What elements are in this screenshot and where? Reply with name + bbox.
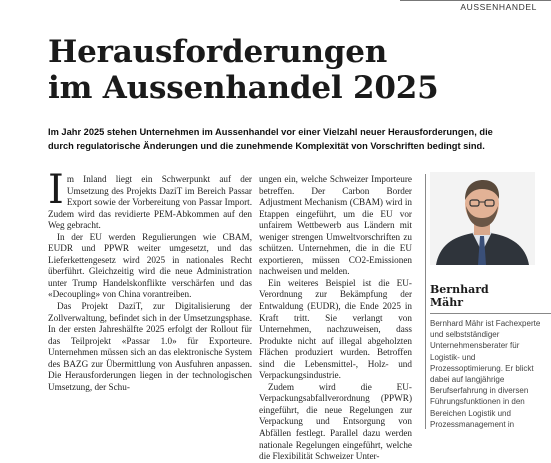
article-title xyxy=(48,34,528,106)
body-text: m Inland liegt ein Schwerpunkt auf der Umsetzung des Projekts DaziT im Bereich Passar Export sowie der Vorbereitung von Passar Import. Zudem wird das revidierte PEM-Abkommen auf den Weg gebracht. xyxy=(48,174,252,231)
body-column-2 xyxy=(259,174,412,463)
body-paragraph: In der EU werden Regulierungen wie CBAM, EUDR und PPWR weiter umgesetzt, und das Lieferkettengesetz wird 2025 in nationales Recht überführt. Gleichzeitig wird die neue Administration unter Trump Handelskonflikte verschärfen und das «Decoupling» von China vorantreiben. xyxy=(48,231,252,300)
author-name xyxy=(430,283,489,309)
section-rubric xyxy=(400,0,551,13)
article-title-line-2: im Aussenhandel 2025 xyxy=(48,70,439,106)
body-paragraph: Ein weiteres Beispiel ist die EU-Verordnung zur Bekämpfung der Entwaldung (EUDR), die Ende 2025 in Kraft tritt. Sie verlangt von Unternehmen, nachzuweisen, dass Produkte nicht auf illegal abgeholzten Flächen produziert wurden. Betroffen sind die Lebensmittel-, Holz- und Verpackungsindustrie. xyxy=(259,277,412,381)
author-first-name: Bernhard xyxy=(430,283,489,296)
author-last-name: Mähr xyxy=(430,296,464,309)
author-photo xyxy=(430,172,535,265)
body-paragraph: Das Projekt DaziT, zur Digitalisierung der Zollverwaltung, befindet sich in der Umsetzungsphase. In der ersten Jahreshälfte 2025 erfolgt der Rollout für das Teilprojekt «Passar 1.0» für Exporteure. Unternehmen müssen sich an das elektronische System des BAZG zur Übermittlung von Ausfuhren anpassen. Die Herausforderungen liegen in der technologischen Umsetzung, der Schu- xyxy=(48,301,252,392)
author-bio: Bernhard Mähr ist Fachexperte und selbstständiger Unternehmensberater für Logistik- und Prozessoptimierung. Er blickt dabei auf langjährige Berufserfahrung in diversen Führungsfunktionen in den Bereichen Logistik und Prozessmanagement in xyxy=(430,319,541,429)
author-portrait-image xyxy=(430,172,535,265)
body-paragraph: Zudem wird die EU-Verpackungsabfallverordnung (PPWR) eingeführt, die neue Regelungen zur Verpackung und Entsorgung von Abfällen festlegt. Parallel dazu werden nationale Regelungen eingeführt, welche die Flexibilität Schweizer Unter- xyxy=(259,381,412,462)
body-column-1 xyxy=(48,167,252,393)
column-divider xyxy=(425,174,426,429)
section-label: AUSSENHANDEL xyxy=(460,2,537,12)
article-title-line-1: Herausforderungen xyxy=(48,34,388,70)
body-paragraph xyxy=(48,167,252,232)
drop-cap: I xyxy=(48,167,64,213)
body-paragraph: ungen ein, welche Schweizer Importeure betreffen. Der Carbon Border Adjustment Mechanism (CBAM) wird in Etappen eingeführt, um die EU vor unfairem Wettbewerb aus Ländern mit weniger strengen Umweltvorschriften zu schützen. Unternehmen, die in die EU exportieren, müssen CO2-Emissionen nachweisen und melden. xyxy=(259,174,412,277)
bio-divider xyxy=(430,313,551,314)
article-lead: Im Jahr 2025 stehen Unternehmen im Aussenhandel vor einer Vielzahl neuer Herausforderungen, die durch regulatorische Änderungen und die zunehmende Komplexität von Vorschriften bedingt sind. xyxy=(48,127,493,151)
